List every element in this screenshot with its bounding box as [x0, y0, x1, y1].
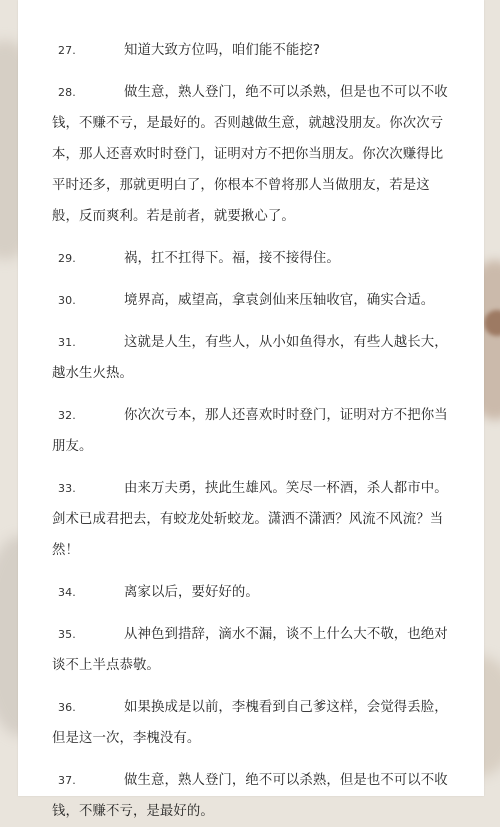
- list-item: [52, 765, 456, 827]
- list-item: [52, 400, 456, 462]
- item-number: 36.: [58, 701, 76, 714]
- item-number: 31.: [58, 336, 76, 349]
- background-stain: [484, 310, 500, 336]
- item-text: 离家以后，要好好的。: [124, 585, 259, 600]
- list-item: [52, 473, 456, 566]
- list-item: [52, 35, 456, 66]
- item-text: 做生意，熟人登门，绝不可以杀熟，但是也不可以不收钱，不赚不亏，是最好的。: [52, 773, 448, 819]
- quote-list: [52, 35, 456, 827]
- paper-sheet: [18, 0, 484, 819]
- list-item: [52, 692, 456, 754]
- item-number: 33.: [58, 482, 76, 495]
- list-item: [52, 327, 456, 389]
- item-text: 境界高，威望高，拿袁剑仙来压轴收官，确实合适。: [124, 293, 435, 308]
- item-number: 35.: [58, 628, 76, 641]
- item-text: 做生意，熟人登门，绝不可以杀熟，但是也不可以不收钱，不赚不亏，是最好的。否则越做生意，就越没朋友。你次次亏本，那人还喜欢时时登门，证明对方不把你当朋友。你次次赚得比平时还多，那就更明白了，你根本不曾将那人当做朋友，若是这般，反而爽利。若是前者，就要揪心了。: [52, 85, 448, 224]
- item-text: 你次次亏本，那人还喜欢时时登门，证明对方不把你当朋友。: [52, 408, 448, 454]
- item-number: 34.: [58, 586, 76, 599]
- item-number: 29.: [58, 252, 76, 265]
- item-text: 祸，扛不扛得下。福，接不接得住。: [124, 251, 340, 266]
- list-item: [52, 285, 456, 316]
- list-item: [52, 243, 456, 274]
- item-number: 30.: [58, 294, 76, 307]
- item-number: 32.: [58, 409, 76, 422]
- item-text: 从神色到措辞，滴水不漏，谈不上什么大不敬，也绝对谈不上半点恭敬。: [52, 627, 448, 673]
- item-text: 这就是人生，有些人，从小如鱼得水，有些人越长大，越水生火热。: [52, 335, 448, 381]
- list-item: [52, 577, 456, 608]
- list-item: [52, 619, 456, 681]
- item-number: 27.: [58, 44, 76, 57]
- list-item: [52, 77, 456, 232]
- item-number: 28.: [58, 86, 76, 99]
- item-text: 知道大致方位吗，咱们能不能挖?: [124, 43, 321, 58]
- item-number: 37.: [58, 774, 76, 787]
- item-text: 由来万夫勇，挟此生雄风。笑尽一杯酒，杀人都市中。剑术已成君把去，有蛟龙处斩蛟龙。潇洒不潇洒？风流不风流？当然！: [52, 481, 448, 558]
- item-text: 如果换成是以前，李槐看到自己爹这样，会觉得丢脸，但是这一次，李槐没有。: [52, 700, 448, 746]
